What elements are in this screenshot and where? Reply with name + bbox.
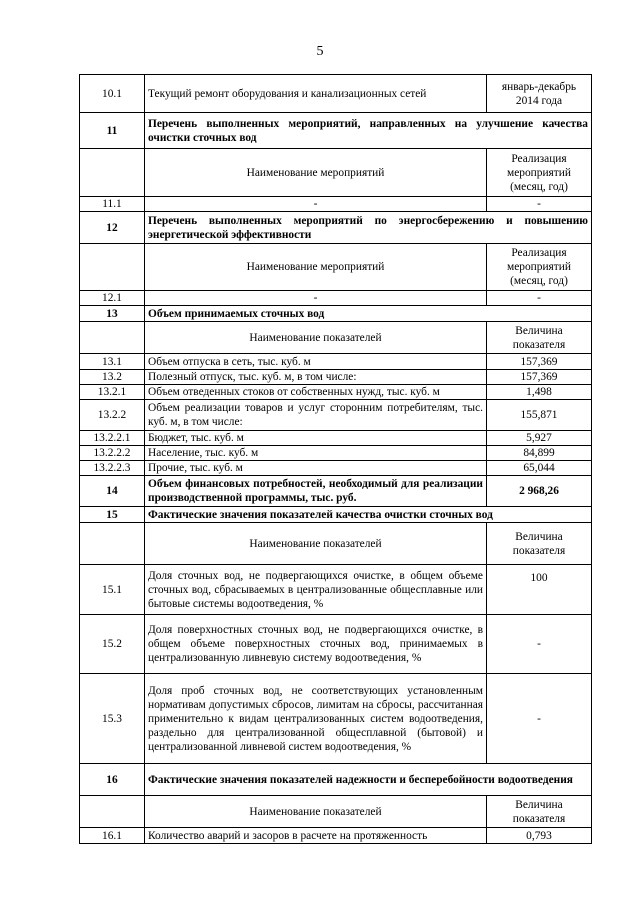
table-row: [80, 400, 592, 431]
table-row: [80, 446, 592, 461]
row-text: Фактические значения показателей надежности и бесперебойности водоотведения: [145, 764, 592, 796]
row-text: Объем отведенных стоков от собственных нужд, тыс. куб. м: [145, 385, 487, 400]
row-value: 100: [487, 565, 592, 615]
report-table: [79, 74, 592, 844]
row-value: Величина показателя: [487, 322, 592, 354]
row-text: -: [145, 291, 487, 306]
row-text: Объем принимаемых сточных вод: [145, 306, 592, 322]
row-text: Доля сточных вод, не подвергающихся очистке, в общем объеме сточных вод, сбрасываемых в централизованные общесплавные или бытовые системы водоотведения, %: [145, 565, 487, 615]
row-value: январь-декабрь 2014 года: [487, 75, 592, 113]
row-text: Наименование показателей: [145, 322, 487, 354]
table-row: [80, 149, 592, 197]
table-row: [80, 370, 592, 385]
row-value: 157,369: [487, 354, 592, 370]
table-row: [80, 476, 592, 507]
row-value: 1,498: [487, 385, 592, 400]
table-row: [80, 197, 592, 212]
table-row: [80, 523, 592, 565]
row-text: Наименование показателей: [145, 523, 487, 565]
row-value: -: [487, 291, 592, 306]
table-row: [80, 796, 592, 828]
row-number: 15: [80, 507, 145, 523]
row-value: 65,044: [487, 461, 592, 476]
row-number: 13.2.2: [80, 400, 145, 431]
row-text: -: [145, 197, 487, 212]
row-number: 10.1: [80, 75, 145, 113]
row-text: Доля поверхностных сточных вод, не подвергающихся очистке, в общем объеме поверхностных сточных вод, принимаемых в централизованную ливневую систему водоотведения, %: [145, 615, 487, 674]
row-number: 15.3: [80, 674, 145, 764]
table-row: [80, 244, 592, 291]
row-value: 0,793: [487, 828, 592, 844]
row-text: Наименование мероприятий: [145, 149, 487, 197]
row-number: 13.2.2.1: [80, 431, 145, 446]
row-number: 14: [80, 476, 145, 507]
row-text: Прочие, тыс. куб. м: [145, 461, 487, 476]
row-number: 13: [80, 306, 145, 322]
row-number: 13.2: [80, 370, 145, 385]
row-value: 5,927: [487, 431, 592, 446]
row-value: Реализация мероприятий (месяц, год): [487, 149, 592, 197]
table-row: [80, 565, 592, 615]
row-number: 13.2.1: [80, 385, 145, 400]
row-number: 12.1: [80, 291, 145, 306]
table-row: [80, 291, 592, 306]
table-row: [80, 431, 592, 446]
table-row: [80, 354, 592, 370]
row-value: 157,369: [487, 370, 592, 385]
table-row: [80, 828, 592, 844]
row-value: Величина показателя: [487, 796, 592, 828]
table-row: [80, 764, 592, 796]
row-text: Наименование мероприятий: [145, 244, 487, 291]
row-value: Реализация мероприятий (месяц, год): [487, 244, 592, 291]
table-row: [80, 461, 592, 476]
row-value: -: [487, 615, 592, 674]
table-row: [80, 306, 592, 322]
page-number: 5: [316, 44, 324, 59]
table-row: [80, 615, 592, 674]
row-number: 12: [80, 212, 145, 244]
row-text: Объем финансовых потребностей, необходимый для реализации производственной программы, тыс. руб.: [145, 476, 487, 507]
row-value: 155,871: [487, 400, 592, 431]
table-row: [80, 113, 592, 149]
row-text: Наименование показателей: [145, 796, 487, 828]
row-text: Фактические значения показателей качества очистки сточных вод: [145, 507, 592, 523]
row-number: [80, 523, 145, 565]
row-number: 13.2.2.3: [80, 461, 145, 476]
table-row: [80, 507, 592, 523]
row-number: 16.1: [80, 828, 145, 844]
row-text: Перечень выполненных мероприятий по энергосбережению и повышению энергетической эффективности: [145, 212, 592, 244]
row-number: 13.2.2.2: [80, 446, 145, 461]
row-number: [80, 244, 145, 291]
row-text: Население, тыс. куб. м: [145, 446, 487, 461]
row-number: 13.1: [80, 354, 145, 370]
row-number: 11.1: [80, 197, 145, 212]
row-text: Доля проб сточных вод, не соответствующих установленным нормативам допустимых сбросов, лимитам на сбросы, рассчитанная применительно к видам централизованных систем водоотведения, раздельно для централизованной общесплавной (бытовой) и централизованной ливневой систем водоотведения, %: [145, 674, 487, 764]
row-text: Перечень выполненных мероприятий, направленных на улучшение качества очистки сточных вод: [145, 113, 592, 149]
table-row: [80, 322, 592, 354]
row-value: -: [487, 674, 592, 764]
row-number: 15.1: [80, 565, 145, 615]
row-value: Величина показателя: [487, 523, 592, 565]
row-value: 84,899: [487, 446, 592, 461]
row-text: Полезный отпуск, тыс. куб. м, в том числе:: [145, 370, 487, 385]
row-number: 16: [80, 764, 145, 796]
row-text: Бюджет, тыс. куб. м: [145, 431, 487, 446]
row-number: [80, 149, 145, 197]
row-number: [80, 322, 145, 354]
table-row: [80, 75, 592, 113]
row-number: 11: [80, 113, 145, 149]
table-row: [80, 385, 592, 400]
row-text: Текущий ремонт оборудования и канализационных сетей: [145, 75, 487, 113]
row-value: -: [487, 197, 592, 212]
row-text: Объем реализации товаров и услуг сторонним потребителям, тыс. куб. м, в том числе:: [145, 400, 487, 431]
row-number: 15.2: [80, 615, 145, 674]
row-text: Объем отпуска в сеть, тыс. куб. м: [145, 354, 487, 370]
table-row: [80, 212, 592, 244]
row-text: Количество аварий и засоров в расчете на протяженность: [145, 828, 487, 844]
table-row: [80, 674, 592, 764]
row-value: 2 968,26: [487, 476, 592, 507]
row-number: [80, 796, 145, 828]
